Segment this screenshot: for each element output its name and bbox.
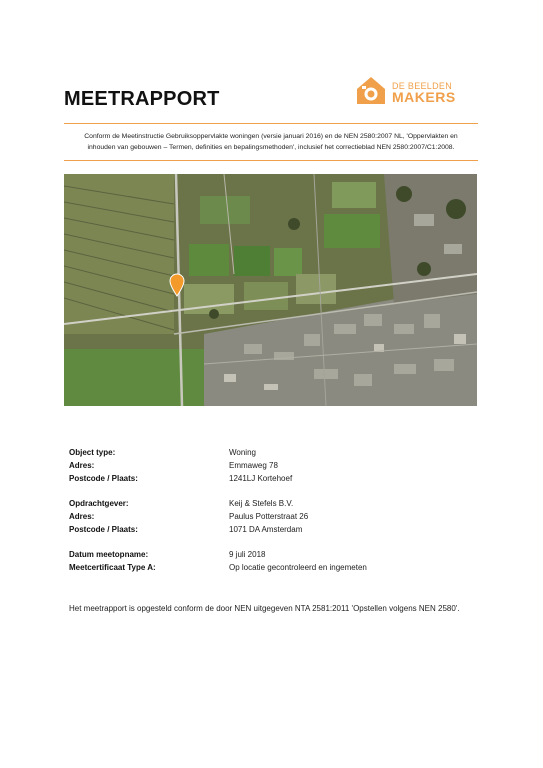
- map-pin-icon: [169, 273, 185, 297]
- detail-row-address: [69, 461, 479, 474]
- detail-label: Datum meetopname:: [69, 550, 149, 559]
- detail-row-certificate: [69, 563, 479, 576]
- detail-label: Opdrachtgever:: [69, 499, 129, 508]
- header-divider-bottom: [64, 160, 478, 161]
- detail-value: Op locatie gecontroleerd en ingemeten: [229, 563, 367, 572]
- logo-text-main: MAKERS: [392, 89, 456, 105]
- house-camera-icon: [354, 73, 388, 107]
- detail-value: Emmaweg 78: [229, 461, 278, 470]
- conformity-statement: Conform de Meetinstructie Gebruiksoppervlakte woningen (versie januari 2016) en de NEN 2580:2007 NL, 'Oppervlakten en inhouden van gebouwen – Termen, definities en bepalingsmethoden', inclusief het correctieblad NEN 2580:2007/C1:2008.: [84, 133, 458, 151]
- detail-value: 1071 DA Amsterdam: [229, 525, 303, 534]
- detail-row-client-postcode: [69, 525, 479, 538]
- detail-value: Keij & Stefels B.V.: [229, 499, 294, 508]
- header-divider-top: [64, 123, 478, 124]
- detail-label: Adres:: [69, 461, 95, 470]
- detail-value: Paulus Potterstraat 26: [229, 512, 309, 521]
- page-title: MEETRAPPORT: [64, 88, 220, 110]
- aerial-map: [64, 174, 477, 406]
- detail-label: Postcode / Plaats:: [69, 525, 138, 534]
- company-logo: [354, 72, 464, 108]
- detail-value: 9 juli 2018: [229, 550, 266, 559]
- detail-row-object-type: [69, 448, 479, 461]
- detail-row-client-address: [69, 512, 479, 525]
- detail-label: Object type:: [69, 448, 116, 457]
- detail-label: Meetcertificaat Type A:: [69, 563, 156, 572]
- report-details: [69, 448, 479, 576]
- detail-row-measure-date: [69, 550, 479, 563]
- detail-value: Woning: [229, 448, 256, 457]
- detail-value: 1241LJ Kortehoef: [229, 474, 293, 483]
- detail-label: Adres:: [69, 512, 95, 521]
- detail-label: Postcode / Plaats:: [69, 474, 138, 483]
- detail-row-postcode: [69, 474, 479, 487]
- report-footnote: Het meetrapport is opgesteld conform de door NEN uitgegeven NTA 2581:2011 'Opstellen volgens NEN 2580'.: [69, 604, 460, 613]
- detail-row-client: [69, 499, 479, 512]
- logo-text-top: DE BEELDEN: [392, 81, 453, 91]
- aerial-map-image: [64, 174, 477, 406]
